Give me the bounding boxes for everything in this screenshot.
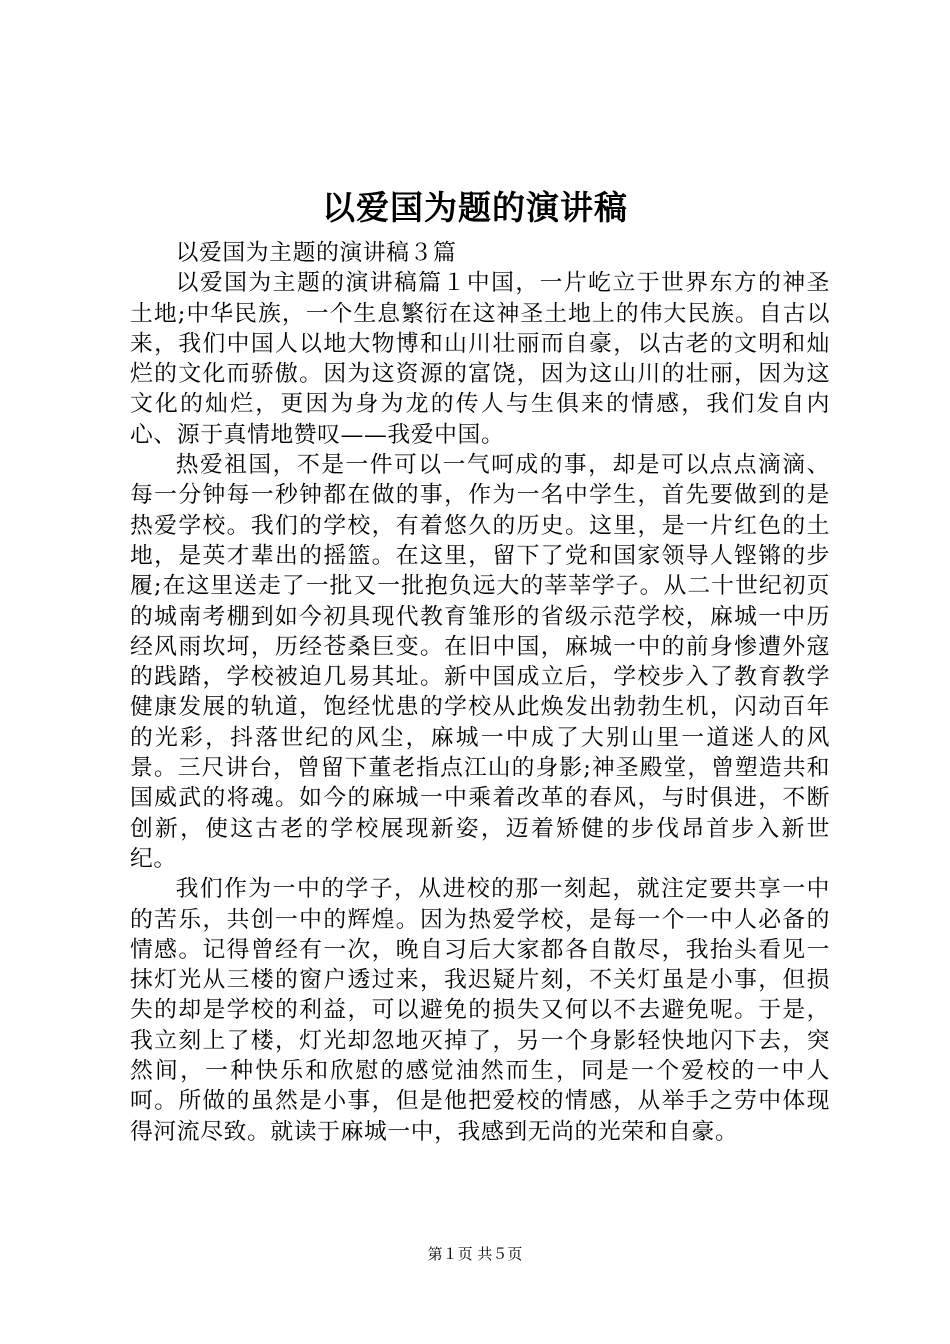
document-body [130, 238, 830, 1147]
paragraph-3: 我们作为一中的学子，从进校的那一刻起，就注定要共享一中的苦乐，共创一中的辉煌。因为热爱学校，是每一个一中人必备的情感。记得曾经有一次，晚自习后大家都各自散尽，我抬头看见一抹灯光从三楼的窗户透过来，我迟疑片刻，不关灯虽是小事，但损失的却是学校的利益，可以避免的损失又何以不去避免呢。于是，我立刻上了楼，灯光却忽地灭掉了，另一个身影轻快地闪下去，突然间，一种快乐和欣慰的感觉油然而生，同是一个爱校的一中人呵。所做的虽然是小事，但是他把爱校的情感，从举手之劳中体现得河流尽致。就读于麻城一中，我感到无尚的光荣和自豪。 [130, 876, 830, 1145]
paragraph-1: 以爱国为主题的演讲稿篇１中国，一片屹立于世界东方的神圣土地;中华民族，一个生息繁衍在这神圣土地上的伟大民族。自古以来，我们中国人以地大物博和山川壮丽而自豪，以古老的文明和灿烂的文化而骄傲。因为这资源的富饶，因为这山川的壮丽，因为这文化的灿烂，更因为身为龙的传人与生俱来的情感，我们发自内心、源于真情地赞叹——我爱中国。 [130, 270, 830, 448]
paragraph-2: 热爱祖国，不是一件可以一气呵成的事，却是可以点点滴滴、每一分钟每一秒钟都在做的事，作为一名中学生，首先要做到的是热爱学校。我们的学校，有着悠久的历史。这里，是一片红色的土地，是英才辈出的摇篮。在这里，留下了党和国家领导人铿锵的步履;在这里送走了一批又一批抱负远大的莘莘学子。从二十世纪初页的城南考棚到如今初具现代教育雏形的省级示范学校，麻城一中历经风雨坎坷，历经苍桑巨变。在旧中国，麻城一中的前身惨遭外寇的践踏，学校被迫几易其址。新中国成立后，学校步入了教育教学健康发展的轨道，饱经忧患的学校从此焕发出勃勃生机，闪动百年的光彩，抖落世纪的风尘，麻城一中成了大别山里一道迷人的风景。三尺讲台，曾留下董老指点江山的身影;神圣殿堂，曾塑造共和国威武的将魂。如今的麻城一中乘着改革的春风，与时俱进，不断创新，使这古老的学校展现新姿，迈着矫健的步伐昂首步入新世纪。 [130, 452, 830, 872]
paragraph-subtitle: 以爱国为主题的演讲稿３篇 [175, 240, 457, 266]
page-footer: 第１页 共５页 [427, 1245, 523, 1263]
document-title: 以爱国为题的演讲稿 [322, 188, 628, 227]
